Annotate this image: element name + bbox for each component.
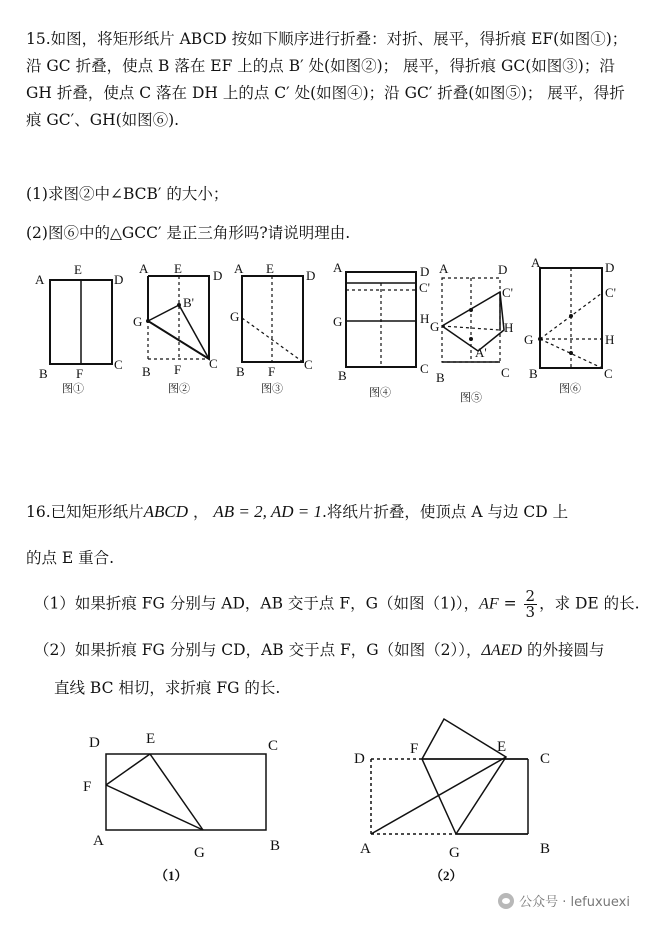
fig6-label-Cp: C' [605, 285, 617, 300]
fig16-1-caption: （1） [155, 868, 188, 883]
fig6-label-D: D [605, 260, 615, 275]
q15-stem: 15.如图，将矩形纸片 ABCD 按如下顺序进行折叠：对折、展平，得折痕 EF(如图①)；沿 GC 折叠，使点 B 落在 EF 上的点 B′ 处(如图②)； 展平，得折痕 GC(如图③)；沿 GH 折叠，使点 C 落在 DH 上的点 C′ 处(如图④)；沿 GC′ 折叠(如图⑤)； 展平，得折痕 GC′、GH(如图⑥). [26, 30, 628, 129]
fig5-label-Ap: A' [475, 345, 487, 360]
q16-stem-prefix: 16.已知矩形纸片 [26, 503, 144, 521]
fig5-label-Cp: C' [502, 285, 514, 300]
wechat-icon [498, 893, 514, 909]
fig5-label-G: G [430, 319, 440, 334]
fig5-label-C: C [501, 365, 510, 380]
fig2-label-C: C [209, 356, 218, 371]
fig16-2-label-G: G [449, 845, 460, 861]
fig4-label-G: G [333, 314, 343, 329]
fig4-label-Cp: C' [419, 280, 431, 295]
fig2-label-G: G [133, 314, 143, 329]
q16-part1-var: AF [479, 595, 499, 613]
fig2-label-F: F [174, 362, 182, 377]
fig1-label-A: A [35, 272, 45, 287]
fig3-caption: 图③ [261, 383, 283, 395]
q15-figures [26, 255, 626, 410]
q16-part2-line2: 直线 BC 相切，求折痕 FG 的长. [54, 679, 281, 697]
fig16-2-label-D: D [354, 751, 365, 767]
fig16-1-label-F: F [83, 779, 92, 795]
fig1-label-D: D [114, 272, 124, 287]
watermark [498, 891, 630, 910]
q16-part1-den: 3 [525, 603, 536, 621]
fig16-2-label-E: E [497, 739, 507, 755]
fig2-label-A: A [139, 261, 149, 276]
q16-stem-line1: 16.已知矩形纸片ABCD ， AB = 2, AD = 1.将纸片折叠，使顶点 A 与边 CD 上 [26, 502, 569, 521]
fig3-label-C: C [304, 357, 313, 372]
fig6-label-H: H [605, 332, 615, 347]
fig16-2-label-F: F [410, 741, 419, 757]
q16-rect-name: ABCD [143, 502, 189, 521]
fig16-1-label-D: D [89, 735, 100, 751]
fig2-label-D: D [213, 268, 223, 283]
fig2-label-B: B [142, 364, 151, 379]
fig4-caption: 图④ [369, 387, 391, 399]
fig16-1-label-E: E [146, 731, 156, 747]
q16-part1-suffix: ，求 DE 的长. [539, 594, 640, 613]
watermark-text: 公众号 · lefuxuexi [519, 895, 630, 910]
fig4-label-B: B [338, 368, 347, 383]
fig3-label-A: A [234, 261, 244, 276]
fig3-label-D: D [306, 268, 316, 283]
fig16-1-label-A: A [93, 833, 104, 849]
fig16-2-caption: （2） [430, 868, 463, 883]
fig1-label-F: F [76, 366, 84, 381]
fig5-label-D: D [498, 262, 508, 277]
fig5-label-B: B [436, 370, 445, 385]
fig2-label-Bp: B' [183, 295, 195, 310]
fig16-2-label-C: C [540, 751, 551, 767]
fig1-label-B: B [39, 366, 48, 381]
fig4-label-A: A [333, 260, 343, 275]
q16-part1-num: 2 [525, 587, 536, 605]
fig16-1-rect [106, 754, 266, 830]
q16-figures [0, 710, 650, 890]
fig16-1-label-B: B [270, 838, 281, 854]
q16-stem-suffix: .将纸片折叠，使顶点 A 与边 CD 上 [321, 503, 569, 521]
q16-part1: （1）如果折痕 FG 分别与 AD，AB 交于点 F，G（如图（1)），AF = $\frac{2}{3}$ ，求 DE 的长. [34, 587, 640, 621]
fig1-label-C: C [114, 357, 123, 372]
fig2-caption: 图② [168, 383, 190, 395]
q15-part1: (1)求图②中∠BCB′ 的大小； [26, 185, 229, 203]
fig6-caption: 图⑥ [559, 383, 581, 395]
fig6-label-C: C [604, 366, 613, 381]
fig3-label-F: F [268, 364, 276, 379]
fig4-label-H: H [420, 311, 430, 326]
q16-part2-prefix: （2）如果折痕 FG 分别与 CD，AB 交于点 F，G（如图（2））， [34, 641, 482, 659]
fig3-label-E: E [266, 261, 274, 276]
q16-part2 [34, 638, 604, 663]
fig5-label-H: H [504, 320, 514, 335]
fig2-label-E: E [174, 261, 182, 276]
fig16-2-label-B: B [540, 841, 551, 857]
q16-sides: AB = 2, AD = 1 [213, 502, 322, 521]
fig4-label-C: C [420, 361, 429, 376]
q16-part2-suffix: 的外接圆与 [526, 641, 605, 659]
fig6-label-A: A [531, 255, 541, 270]
q16-part1-fraction [524, 589, 538, 620]
fig16-2-label-A: A [360, 841, 371, 857]
fig6-label-G: G [524, 332, 534, 347]
fig16-1-label-C: C [268, 738, 279, 754]
fig1-caption: 图① [62, 383, 84, 395]
fig3-label-B: B [236, 364, 245, 379]
fig4-label-D: D [420, 264, 430, 279]
fig3-label-G: G [230, 309, 240, 324]
q16-stem-line2: 的点 E 重合. [26, 549, 115, 567]
q15-part2: (2)图⑥中的△GCC′ 是正三角形吗?请说明理由. [26, 224, 351, 242]
fig6-label-B: B [529, 366, 538, 381]
q16-part2-var: ΔAED [481, 642, 523, 659]
q16-part1-prefix: （1）如果折痕 FG 分别与 AD，AB 交于点 F，G（如图（1)）， [34, 594, 480, 613]
fig16-1-label-G: G [194, 845, 205, 861]
fig1-label-E: E [74, 262, 82, 277]
fig5-label-A: A [439, 261, 449, 276]
fig5-caption: 图⑤ [460, 392, 482, 404]
